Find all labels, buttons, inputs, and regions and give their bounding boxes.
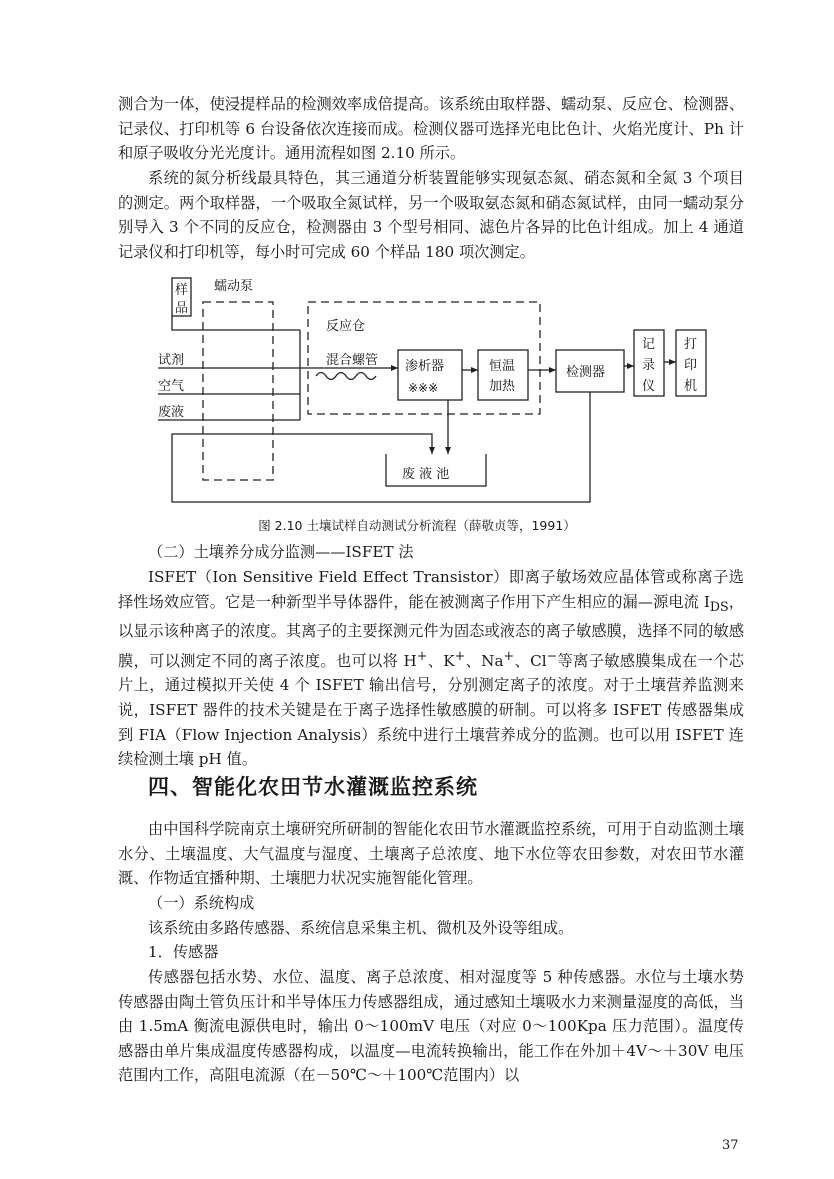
- sample-label-1: 样: [175, 283, 189, 298]
- subheading-composition: （一）系统构成: [148, 894, 255, 912]
- dialyzer-label: 渗析器: [405, 359, 445, 374]
- section-heading: 四、智能化农田节水灌溉监控系统: [148, 775, 478, 799]
- air-label: 空气: [158, 379, 185, 394]
- dialyzer-symbol: ※※※: [408, 381, 439, 395]
- detector-label: 检测器: [566, 365, 606, 380]
- page-number: 37: [722, 1138, 739, 1153]
- subheading-isfet: （二）土壤养分成分监测——ISFET 法: [148, 543, 414, 561]
- recorder-label-3: 仪: [642, 379, 656, 394]
- paragraph-isfet: ISFET（Ion Sensitive Field Effect Transistor）即离子敏场效应晶体管或称离子选择性场效应管。它是一种新型半导体器件，能在被测离子作用下产生相应的漏—源电流 $I_{DS}$，以显示该种离子的浓度。其离子的主要探测元件为固态或液态的离子敏感膜，选择不同的敏感膜，可以测定不同的离子浓度。也可以将 H+、K+、Na+、Cl−等离子敏感膜集成在一个芯片上，通过模拟开关使 4 个 ISFET 输出信号，分别测定离子的浓度。对于土壤营养监测来说，ISFET 器件的技术关键是在于离子选择性敏感膜的研制。可以将多 ISFET 传感器集成到 FIA（Flow Injection Analysis）系统中进行土壤营养成分的监测。也可以用 ISFET 连续检测土壤 pH 值。: [118, 568, 745, 769]
- mixing-coil: [316, 373, 376, 380]
- paragraph-composition: 该系统由多路传感器、系统信息采集主机、微机及外设等组成。: [148, 919, 574, 937]
- printer-label-3: 机: [684, 379, 698, 394]
- pump-box: [203, 302, 273, 480]
- paragraph-nitrogen: 系统的氮分析线最具特色，其三通道分析装置能够实现氨态氮、硝态氮和全氮 3 个项目的测定。两个取样器，一个吸取全氮试样，另一个吸取氨态氮和硝态氮试样，由同一蠕动泵分别导入 3 个不同的反应仓，检测器由 3 个型号相同、滤色片各异的比色计组成。加上 4 通道记录仪和打印机等，每小时可完成 60 个样品 180 项次测定。: [118, 169, 744, 261]
- heater-label-2: 加热: [489, 379, 516, 394]
- recorder-label-2: 录: [642, 358, 656, 373]
- waste-pool-label: 废 液 池: [402, 467, 450, 482]
- paragraph-irrigation: 由中国科学院南京土壤研究所研制的智能化农田节水灌溉监控系统，可用于自动监测土壤水分、土壤温度、大气温度与湿度、土壤离子总浓度、地下水位等农田参数，对农田节水灌溉、作物适宜播种期、土壤肥力状况实施智能化管理。: [118, 820, 744, 888]
- item-sensor: 1．传感器: [148, 943, 219, 961]
- flow-diagram: [0, 270, 834, 510]
- waste-label: 废液: [158, 405, 185, 420]
- reagent-label: 试剂: [158, 353, 185, 368]
- printer-label-2: 印: [684, 358, 698, 373]
- pump-label: 蠕动泵: [214, 279, 254, 294]
- recorder-label-1: 记: [642, 337, 656, 352]
- printer-label-1: 打: [684, 337, 698, 352]
- sample-label-2: 品: [175, 301, 189, 316]
- paragraph-intro: 测合为一体，使浸提样品的检测效率成倍提高。该系统由取样器、蠕动泵、反应仓、检测器、记录仪、打印机等 6 台设备依次连接而成。检测仪器可选择光电比色计、火焰光度计、Ph 计和原子吸收分光光度计。通用流程如图 2.10 所示。: [118, 95, 744, 163]
- coil-label: 混合螺管: [326, 353, 379, 368]
- paragraph-sensor: 传感器包括水势、水位、温度、离子总浓度、相对湿度等 5 种传感器。水位与土壤水势传感器由陶土管负压计和半导体压力传感器组成，通过感知土壤吸水力来测量湿度的高低，当由 1.5mA 衡流电源供电时，输出 0～100mV 电压（对应 0～100Kpa 压力范围）。温度传感器由单片集成温度传感器构成，以温度—电流转换输出，能工作在外加＋4V～＋30V 电压范围内工作，高阻电流源（在－50℃～＋100℃范围内）以: [118, 968, 744, 1085]
- heater-label-1: 恒温: [489, 359, 516, 374]
- figure-caption: 图 2.10 土壤试样自动测试分析流程（薛敬贞等，1991）: [258, 518, 576, 533]
- reactor-label: 反应仓: [326, 319, 366, 334]
